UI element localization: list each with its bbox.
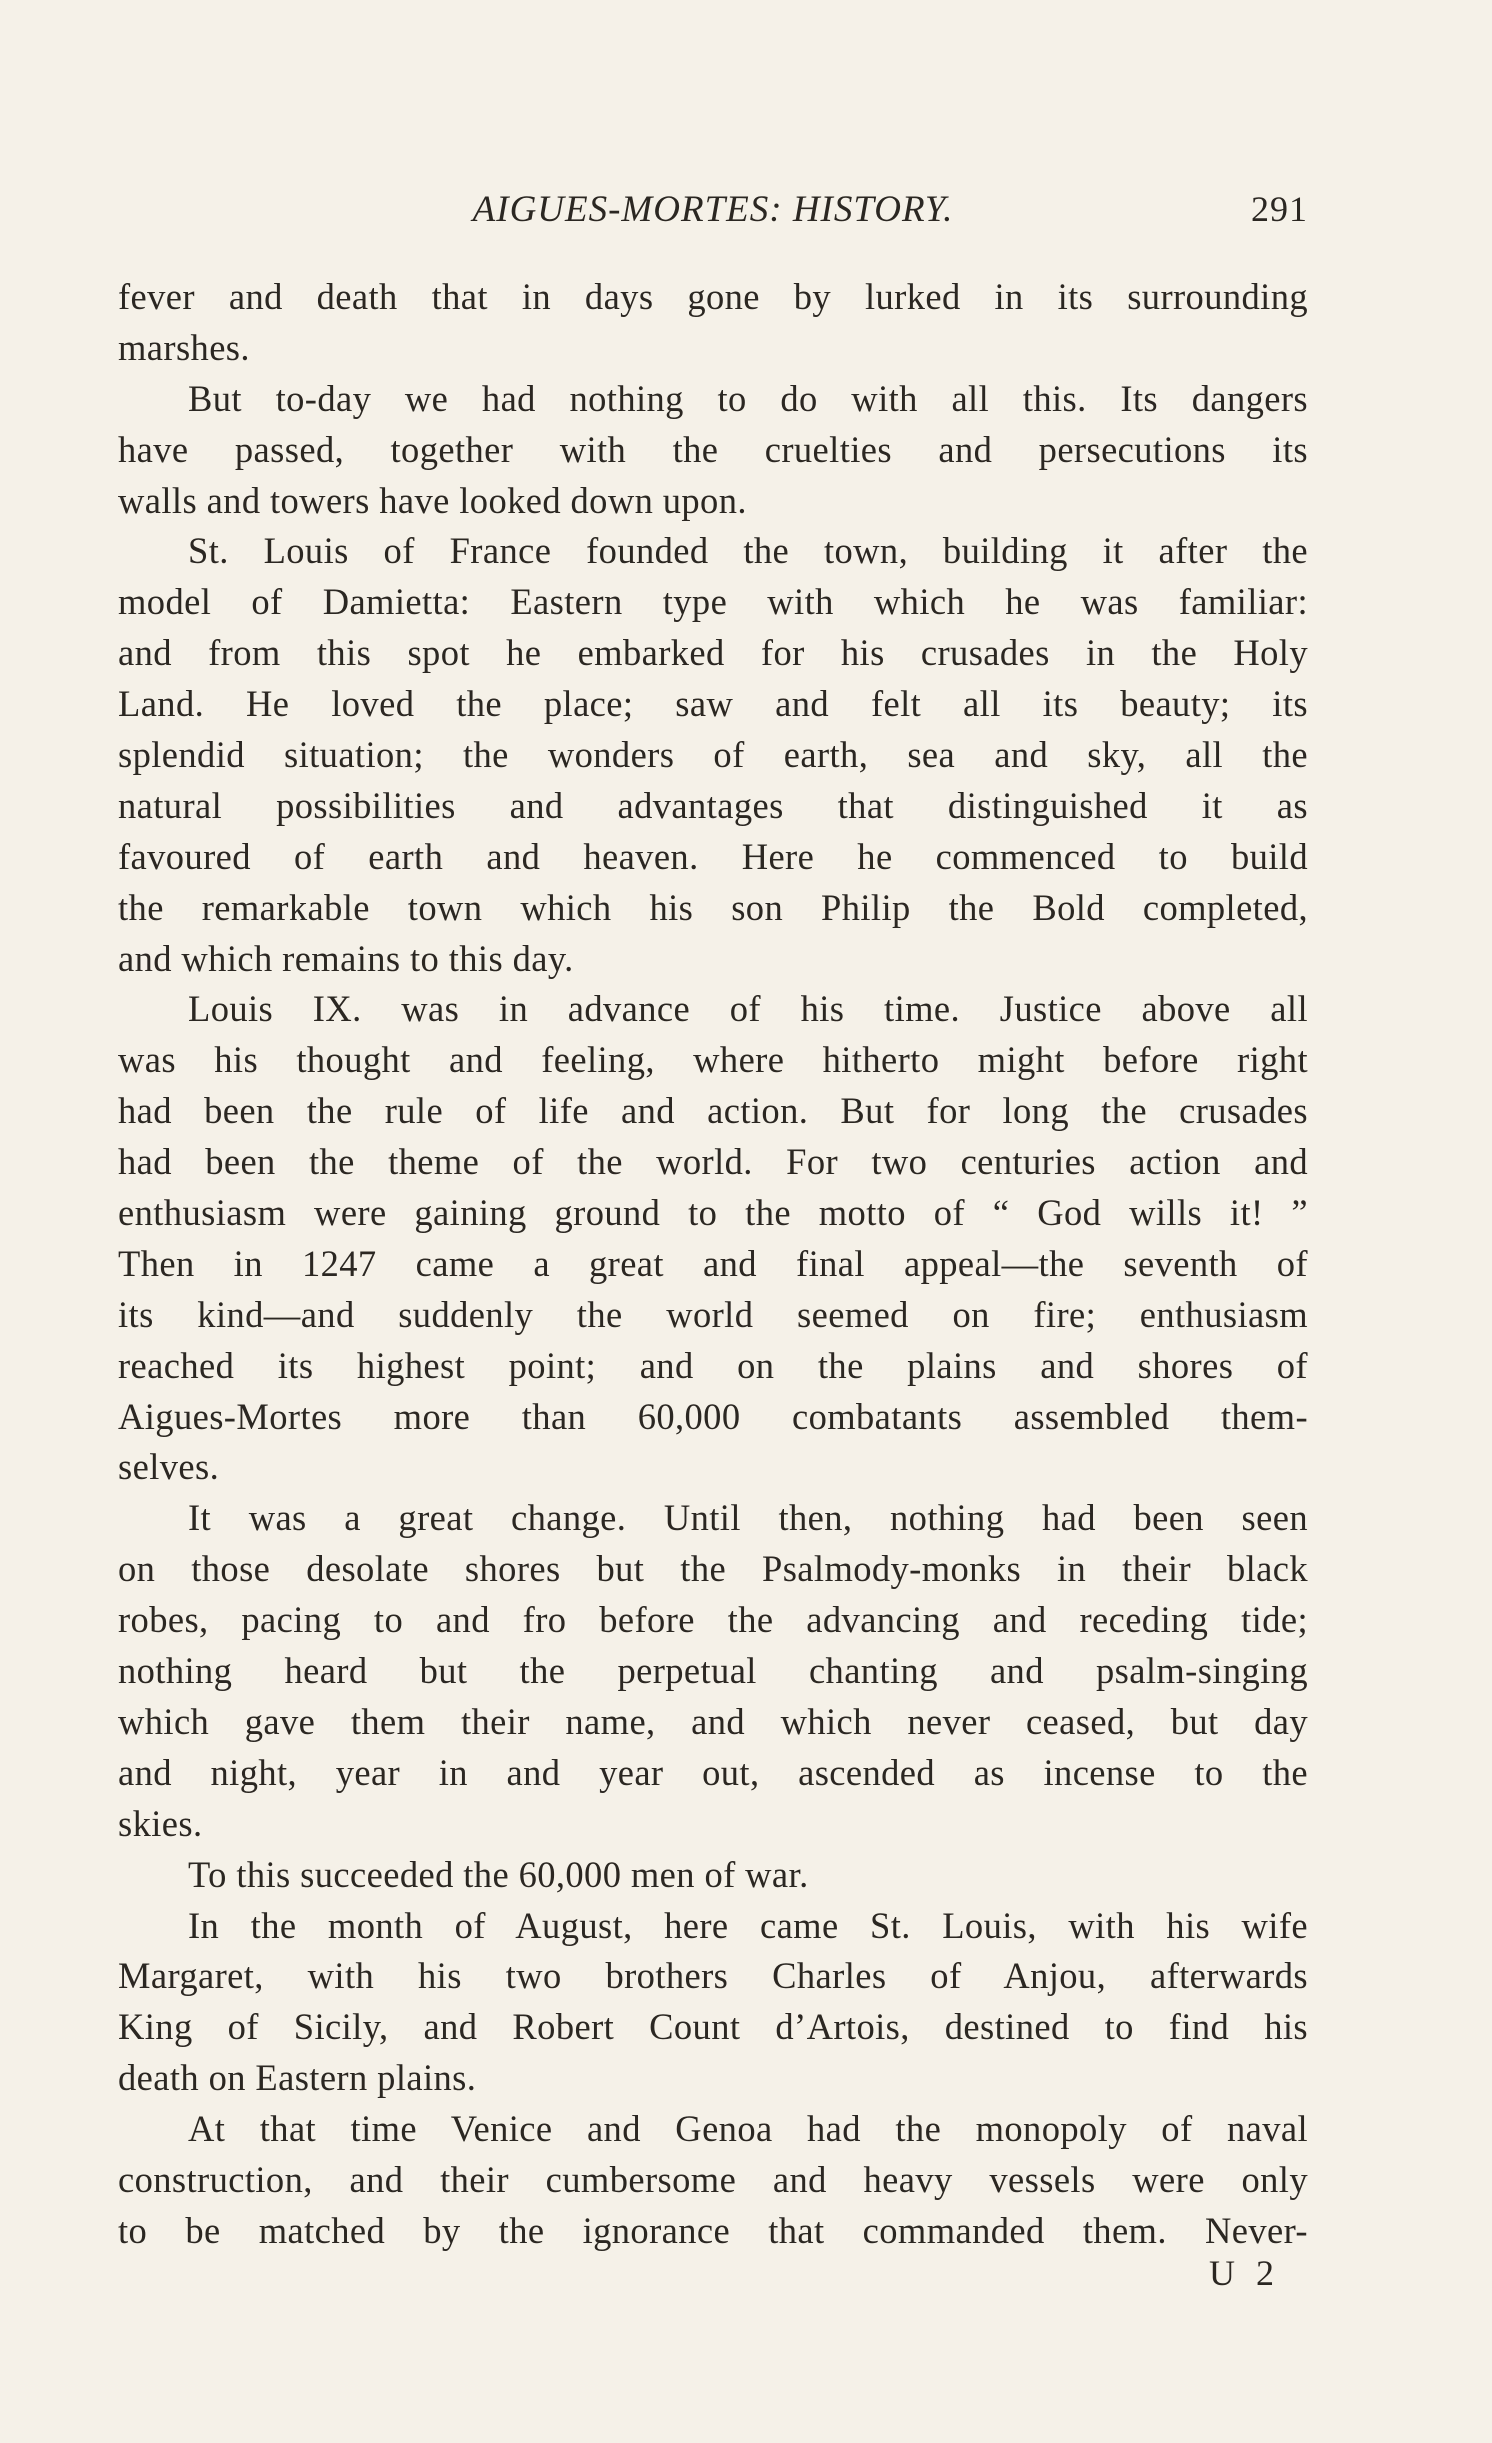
signature-mark: U 2 bbox=[1209, 2253, 1280, 2293]
text-line: which gave them their name, and which never ceased, but day bbox=[118, 1700, 1308, 1742]
text-line: But to-day we had nothing to do with all this. Its dangers bbox=[188, 377, 1308, 419]
text-line: favoured of earth and heaven. Here he commenced to build bbox=[118, 835, 1308, 877]
body-text bbox=[118, 272, 1308, 2257]
text-line: and from this spot he embarked for his crusades in the Holy bbox=[118, 632, 1308, 674]
text-line: the remarkable town which his son Philip the Bold completed, bbox=[118, 886, 1308, 928]
text-line: At that time Venice and Genoa had the monopoly of naval bbox=[188, 2108, 1308, 2150]
text-line: selves. bbox=[118, 1446, 220, 1488]
text-line: and which remains to this day. bbox=[118, 937, 574, 979]
text-line: splendid situation; the wonders of earth, sea and sky, all the bbox=[118, 734, 1308, 776]
text-line: Land. He loved the place; saw and felt all its beauty; its bbox=[118, 683, 1308, 725]
text-line: was his thought and feeling, where hitherto might before right bbox=[118, 1039, 1308, 1081]
text-line: its kind—and suddenly the world seemed on fire; enthusiasm bbox=[118, 1293, 1308, 1335]
text-line: King of Sicily, and Robert Count d’Artois, destined to find his bbox=[118, 2006, 1308, 2048]
text-line: Aigues-Mortes more than 60,000 combatants assembled them- bbox=[118, 1395, 1308, 1437]
text-line: St. Louis of France founded the town, building it after the bbox=[188, 530, 1308, 572]
text-line: Margaret, with his two brothers Charles of Anjou, afterwards bbox=[118, 1955, 1308, 1997]
page-header bbox=[118, 182, 1308, 242]
text-line: natural possibilities and advantages that distinguished it as bbox=[118, 784, 1308, 826]
text-line: In the month of August, here came St. Louis, with his wife bbox=[188, 1904, 1308, 1946]
running-head: AIGUES-MORTES: HISTORY. bbox=[472, 189, 954, 230]
text-line: construction, and their cumbersome and heavy vessels were only bbox=[118, 2158, 1308, 2200]
text-line: death on Eastern plains. bbox=[118, 2057, 477, 2099]
text-line: nothing heard but the perpetual chanting and psalm-singing bbox=[118, 1650, 1308, 1692]
text-line: marshes. bbox=[118, 326, 250, 368]
text-line: Then in 1247 came a great and final appeal—the seventh of bbox=[118, 1242, 1308, 1284]
text-line: to be matched by the ignorance that commanded them. Never- bbox=[118, 2209, 1308, 2251]
text-line: walls and towers have looked down upon. bbox=[118, 479, 747, 521]
text-line: model of Damietta: Eastern type with which he was familiar: bbox=[118, 581, 1308, 623]
text-line: It was a great change. Until then, nothing had been seen bbox=[188, 1497, 1308, 1539]
page-number: 291 bbox=[1251, 189, 1308, 229]
text-line: fever and death that in days gone by lurked in its surrounding bbox=[118, 276, 1308, 317]
text-line: on those desolate shores but the Psalmody-monks in their black bbox=[118, 1548, 1308, 1590]
text-line: reached its highest point; and on the plains and shores of bbox=[118, 1344, 1308, 1386]
text-line: To this succeeded the 60,000 men of war. bbox=[188, 1853, 809, 1895]
text-line: Louis IX. was in advance of his time. Justice above all bbox=[188, 988, 1308, 1030]
text-line: enthusiasm were gaining ground to the motto of “ God wills it! ” bbox=[118, 1192, 1308, 1234]
text-line: and night, year in and year out, ascended as incense to the bbox=[118, 1751, 1308, 1793]
text-line: robes, pacing to and fro before the advancing and receding tide; bbox=[118, 1599, 1308, 1641]
text-line: had been the theme of the world. For two centuries action and bbox=[118, 1141, 1308, 1183]
text-line: had been the rule of life and action. But for long the crusades bbox=[118, 1090, 1308, 1132]
text-line: have passed, together with the cruelties and persecutions its bbox=[118, 428, 1308, 470]
text-line: skies. bbox=[118, 1802, 203, 1844]
